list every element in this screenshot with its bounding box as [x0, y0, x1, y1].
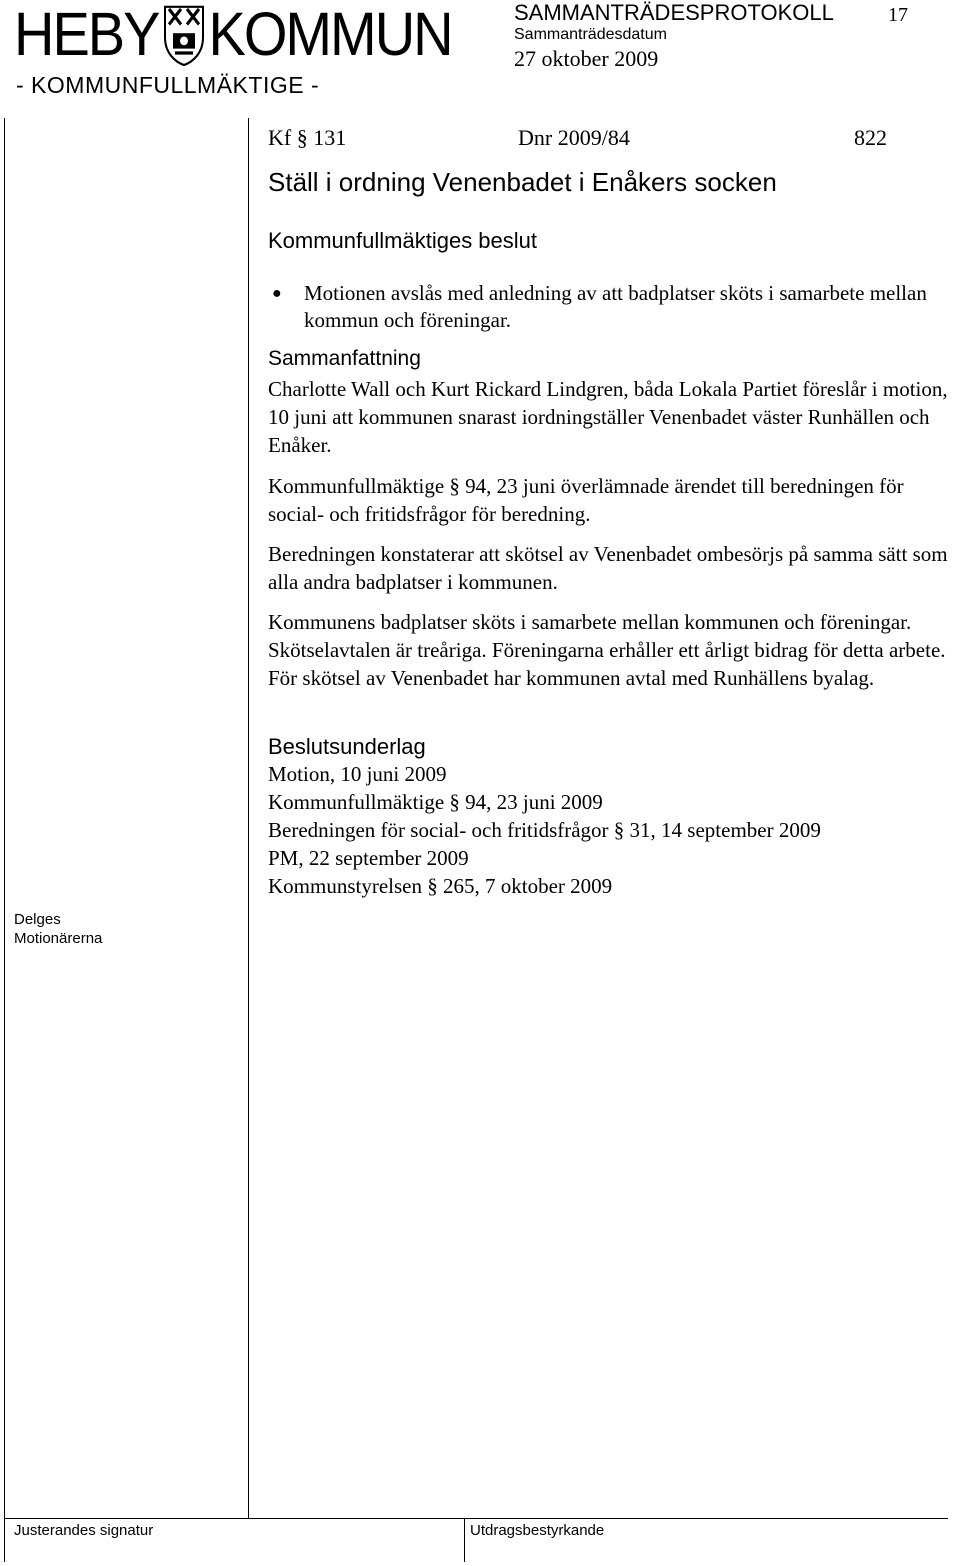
basis-item: Kommunstyrelsen § 265, 7 oktober 2009 [268, 874, 613, 898]
extract-certification-label: Utdragsbestyrkande [470, 1522, 605, 1539]
distribution-recipient: Motionärerna [14, 930, 103, 947]
date-value: 27 oktober 2009 [514, 46, 659, 71]
basis-item: Beredningen för social- och fritidsfrågor § 31, 14 september 2009 [268, 818, 821, 842]
summary-paragraph: Kommunfullmäktige § 94, 23 juni överlämnade ärendet till beredningen för social- och fritidsfrågor för beredning. [268, 474, 904, 526]
date-label: Sammanträdesdatum [514, 26, 667, 43]
column-divider [248, 118, 249, 1518]
decision-heading: Kommunfullmäktiges beslut [268, 228, 538, 253]
footer-divider [464, 1518, 465, 1562]
distribution-label: Delges [14, 911, 61, 928]
summary-paragraph: Beredningen konstaterar att skötsel av Venenbadet ombesörjs på samma sätt som alla andra badplatser i kommunen. [268, 542, 948, 594]
basis-item: Kommunfullmäktige § 94, 23 juni 2009 [268, 790, 603, 814]
footer-rule [4, 1518, 948, 1519]
case-title: Ställ i ordning Venenbadet i Enåkers socken [268, 167, 777, 197]
basis-item: Motion, 10 juni 2009 [268, 762, 447, 786]
org-name-right: KOMMUN [208, 0, 452, 69]
left-margin-rule [4, 118, 5, 1562]
page-number: 17 [888, 4, 908, 26]
basis-heading: Beslutsunderlag [268, 734, 426, 759]
summary-paragraph: Kommunens badplatser sköts i samarbete mellan kommunen och föreningar. Skötselavtalen är treåriga. Föreningarna erhåller ett årligt bidrag för detta arbete. För skötsel av Venenbadet har kommunen avtal med Runhällens byalag. [268, 610, 946, 690]
summary-heading: Sammanfattning [268, 347, 421, 370]
org-name-left: HEBY [14, 0, 159, 69]
decision-text: Motionen avslås med anledning av att badplatser sköts i samarbete mellan kommun och föreningar. [304, 281, 927, 332]
department-label: - KOMMUNFULLMÄKTIGE - [16, 72, 320, 98]
bullet-icon: ● [272, 285, 282, 302]
document-type: SAMMANTRÄDESPROTOKOLL [514, 0, 834, 25]
org-logo [14, 0, 452, 81]
paragraph-number: Kf § 131 [268, 125, 347, 150]
basis-item: PM, 22 september 2009 [268, 846, 469, 870]
diary-number: Dnr 2009/84 [518, 125, 630, 150]
summary-paragraph: Charlotte Wall och Kurt Rickard Lindgren, båda Lokala Partiet föreslår i motion, 10 juni att kommunen snarast iordningställer Venenbadet väster Runhällen och Enåker. [268, 377, 948, 457]
archive-code: 822 [854, 125, 887, 150]
crest-icon [163, 5, 205, 81]
signature-label: Justerandes signatur [14, 1522, 154, 1539]
